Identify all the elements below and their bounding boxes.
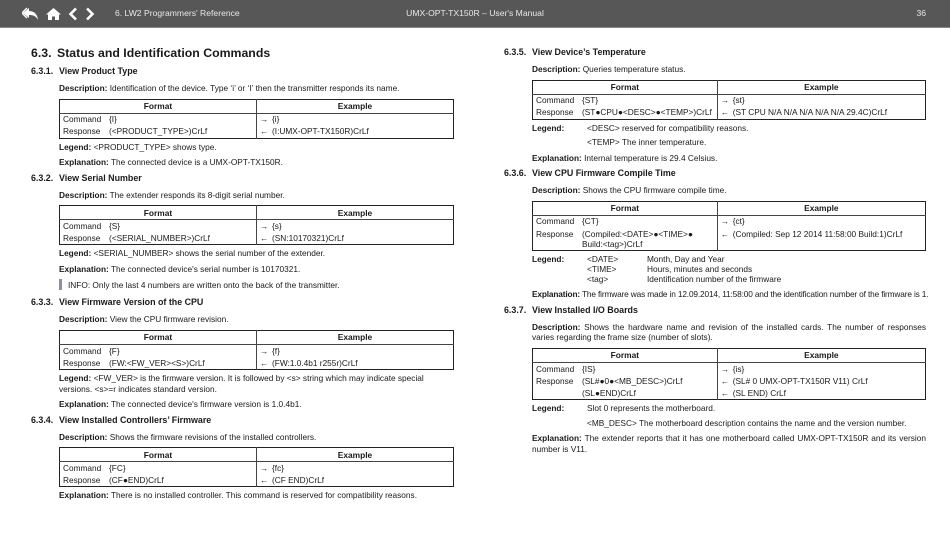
response-example-value: (CF END)CrLf	[272, 474, 325, 485]
response-example	[717, 387, 925, 400]
description-label: Description:	[532, 185, 581, 196]
page-number: 36	[916, 8, 926, 18]
example-header: Example	[257, 330, 454, 344]
explanation-text: The extender reports that it has one motherboard called UMX-OPT-TX150R and its version number is V11.	[532, 433, 927, 454]
explanation	[532, 433, 926, 454]
arrow-left-icon: ←	[720, 107, 729, 118]
subsection-title: View Product Type	[59, 66, 138, 76]
explanation	[532, 289, 929, 300]
command-format-value: {CT}	[582, 216, 599, 227]
arrow-left-icon: ←	[260, 357, 269, 368]
subsection-heading	[31, 297, 454, 307]
command-example-value: {s}	[272, 220, 282, 231]
command-format	[533, 362, 718, 375]
response-example-value: (FW:1.0.4b1 r255r)CrLf	[272, 357, 358, 368]
legend-key: <TIME>	[587, 264, 617, 275]
subsection-title: View CPU Firmware Compile Time	[532, 168, 676, 179]
response-example-value: (I:UMX-OPT-TX150R)CrLf	[272, 126, 369, 137]
subsection-title: View Installed Controllers’ Firmware	[59, 414, 212, 425]
nav-icons	[22, 4, 96, 24]
format-table	[532, 201, 926, 252]
legend	[59, 248, 454, 259]
previous-page-icon[interactable]	[67, 7, 79, 21]
legend-text: <PRODUCT_TYPE> shows type.	[93, 141, 217, 152]
response-format-value: (<PRODUCT_TYPE>)CrLf	[109, 126, 208, 137]
legend-label: Legend:	[59, 141, 92, 152]
description	[532, 64, 926, 75]
response-label: Response	[63, 233, 101, 244]
subsection-title: View Serial Number	[59, 172, 142, 183]
arrow-left-icon: ←	[260, 126, 269, 137]
format-table	[59, 99, 454, 139]
subsection-heading	[504, 47, 926, 57]
section-heading	[31, 46, 454, 60]
subsection-serial-number	[31, 173, 454, 291]
example-header: Example	[257, 206, 454, 220]
command-example-value: {i}	[272, 114, 280, 125]
response-label: Response	[63, 357, 101, 368]
response-example	[257, 474, 454, 487]
document-title: UMX-OPT-TX150R – User's Manual	[406, 8, 544, 18]
response-format-value: (SL#●0●<MB_DESC>)CrLf	[582, 375, 683, 386]
format-table	[59, 205, 454, 245]
legend-value: Hours, minutes and seconds	[647, 264, 753, 275]
top-navigation-bar	[0, 0, 950, 28]
format-header: Format	[533, 201, 718, 215]
arrow-right-icon: →	[720, 95, 729, 106]
response-example	[257, 126, 454, 139]
arrow-right-icon: →	[720, 363, 729, 374]
explanation	[59, 264, 454, 275]
response-label: Response	[536, 228, 574, 239]
response-example-value: (SL# 0 UMX-OPT-TX150R V11) CrLf	[732, 375, 868, 386]
response-format-value: (ST●CPU●<DESC>●<TEMP>)CrLf	[582, 107, 712, 118]
arrow-left-icon: ←	[720, 228, 729, 239]
explanation-label: Explanation:	[532, 289, 580, 300]
command-example	[717, 94, 925, 107]
response-label: Response	[63, 126, 101, 137]
explanation-text: There is no installed controller. This command is reserved for compatibility reasons.	[110, 490, 417, 501]
explanation-label: Explanation:	[59, 490, 109, 501]
legend-text: <FW_VER> is the firmware version. It is followed by <s> string which may indicate special versions. <s>=r indicates standard version.	[59, 373, 424, 394]
response-example	[257, 357, 454, 370]
legend-key: <DATE>	[587, 254, 619, 265]
command-example-value: {st}	[732, 95, 745, 106]
arrow-right-icon: →	[260, 462, 269, 473]
subsection-heading	[504, 168, 926, 178]
legend	[532, 403, 926, 428]
explanation-label: Explanation:	[59, 157, 109, 168]
subsection-number: 6.3.3.	[31, 297, 54, 308]
command-label: Command	[536, 363, 575, 374]
legend	[532, 254, 926, 284]
info-text: INFO: Only the last 4 numbers are written onto the back of the transmitter.	[68, 279, 340, 290]
subsection-title: View Device’s Temperature	[532, 47, 646, 57]
description-text: Queries temperature status.	[582, 64, 686, 74]
description-text: Identification of the device. Type ‘i’ or ‘I’ then the transmitter responds its name.	[109, 83, 400, 93]
command-label: Command	[536, 216, 575, 227]
chapter-link[interactable]: 6. LW2 Programmers' Reference	[115, 8, 240, 18]
arrow-right-icon: →	[720, 216, 729, 227]
subsection-product-type	[31, 66, 454, 168]
command-format-value: {ST}	[582, 95, 599, 106]
arrow-left-icon: ←	[260, 474, 269, 485]
arrow-left-icon: ←	[720, 387, 729, 398]
format-table	[59, 330, 454, 370]
response-format-value: (SL●END)CrLf	[582, 387, 636, 398]
format-header: Format	[60, 330, 257, 344]
subsection-controllers-firmware	[31, 415, 454, 501]
legend-label: Legend:	[59, 248, 92, 259]
description-text: Shows the firmware revisions of the installed controllers.	[109, 431, 317, 442]
description	[532, 322, 926, 343]
command-example	[257, 462, 454, 475]
subsection-number: 6.3.4.	[31, 414, 54, 425]
response-format	[60, 232, 257, 245]
explanation-label: Explanation:	[59, 263, 109, 274]
command-example	[717, 362, 925, 375]
legend-key: <tag>	[587, 274, 609, 285]
command-format	[533, 215, 718, 228]
format-header: Format	[60, 206, 257, 220]
response-format	[533, 387, 718, 400]
section-number: 6.3.	[31, 46, 52, 60]
description-label: Description:	[59, 314, 108, 325]
command-example-value: {is}	[732, 363, 745, 374]
response-format-value: Build:<tag>)CrLf	[582, 239, 643, 250]
subsection-number: 6.3.5.	[504, 47, 527, 57]
subsection-compile-time	[504, 168, 929, 300]
subsection-number: 6.3.2.	[31, 172, 54, 183]
legend-label: Legend:	[532, 122, 565, 133]
section-title: Status and Identification Commands	[57, 46, 271, 60]
explanation-text: The connected device is a UMX-OPT-TX150R.	[110, 157, 283, 168]
command-format	[60, 113, 257, 126]
explanation	[59, 399, 454, 410]
legend	[532, 123, 926, 148]
explanation-label: Explanation:	[532, 152, 582, 163]
arrow-left-icon: ←	[260, 233, 269, 244]
description-label: Description:	[59, 189, 108, 200]
response-label: Response	[63, 474, 101, 485]
subsection-firmware-version	[31, 297, 454, 409]
description-text: View the CPU firmware revision.	[109, 314, 229, 325]
command-label: Command	[63, 345, 102, 356]
command-label: Command	[63, 220, 102, 231]
command-example-value: {fc}	[272, 462, 284, 473]
command-format	[60, 344, 257, 357]
description	[59, 190, 454, 201]
command-example	[257, 220, 454, 233]
format-header: Format	[533, 80, 718, 94]
explanation-text: The connected device's serial number is 10170321.	[110, 263, 301, 274]
description-text: Shows the CPU firmware compile time.	[582, 185, 727, 196]
command-label: Command	[536, 95, 575, 106]
response-example-value: (SN:10170321)CrLf	[272, 233, 344, 244]
response-label: Response	[536, 375, 574, 386]
explanation-label: Explanation:	[59, 399, 109, 410]
next-page-icon[interactable]	[84, 7, 96, 21]
response-example	[717, 228, 925, 251]
subsection-io-boards	[504, 305, 926, 454]
response-format-value: (<SERIAL_NUMBER>)CrLf	[109, 233, 210, 244]
legend-value: Identification number of the firmware	[647, 274, 782, 285]
left-column	[31, 40, 454, 506]
right-column	[504, 47, 929, 459]
legend-value: Month, Day and Year	[647, 254, 725, 265]
explanation	[532, 153, 926, 164]
command-format	[60, 462, 257, 475]
response-format-value: (FW:<FW_VER><S>)CrLf	[109, 357, 205, 368]
response-format	[60, 126, 257, 139]
response-format-value: (Compiled:<DATE>●<TIME>●	[582, 228, 693, 239]
description-label: Description:	[59, 431, 108, 442]
arrow-left-icon: ←	[720, 375, 729, 386]
command-example-value: {ct}	[732, 216, 745, 227]
command-format-value: {F}	[109, 345, 120, 356]
command-format	[533, 94, 718, 107]
arrow-right-icon: →	[260, 220, 269, 231]
response-example-value: (SL END) CrLf	[732, 387, 786, 398]
format-table	[59, 447, 454, 487]
description-label: Description:	[532, 321, 581, 332]
legend-label: Legend:	[532, 254, 565, 265]
command-format-value: {I}	[109, 114, 117, 125]
arrow-right-icon: →	[260, 114, 269, 125]
explanation-label: Explanation:	[532, 433, 582, 444]
subsection-temperature	[504, 47, 926, 163]
description-text: Shows the hardware name and revision of the installed cards. The number of responses varies regarding the frame size (number of slots).	[532, 321, 926, 343]
description	[59, 83, 454, 94]
subsection-number: 6.3.6.	[504, 168, 527, 179]
response-example-value: (Compiled: Sep 12 2014 11:58:00 Build:1)CrLf	[732, 228, 903, 239]
legend	[59, 373, 454, 394]
back-return-icon[interactable]	[22, 7, 40, 21]
explanation-text: The connected device's firmware version is 1.0.4b1.	[110, 399, 302, 410]
subsection-title: View Installed I/O Boards	[532, 304, 638, 315]
legend-line: <DESC> reserved for compatibility reasons.	[587, 122, 749, 133]
command-label: Command	[63, 114, 102, 125]
example-header: Example	[717, 80, 925, 94]
response-format	[60, 357, 257, 370]
description	[59, 432, 454, 443]
example-header: Example	[257, 448, 454, 462]
description-text: The extender responds its 8-digit serial number.	[109, 189, 285, 200]
subsection-heading	[31, 415, 454, 425]
description	[532, 185, 926, 196]
explanation-text: Internal temperature is 29.4 Celsius.	[584, 152, 718, 163]
response-format	[533, 107, 718, 120]
subsection-heading	[504, 305, 926, 315]
command-format	[60, 220, 257, 233]
arrow-right-icon: →	[260, 345, 269, 356]
example-header: Example	[717, 348, 925, 362]
response-format	[533, 228, 718, 251]
response-example	[257, 232, 454, 245]
explanation	[59, 157, 454, 168]
response-format	[60, 474, 257, 487]
explanation	[59, 490, 454, 501]
explanation-text: The firmware was made in 12.09.2014, 11:58:00 and the identification number of the firmware is 1.	[582, 289, 929, 300]
example-header: Example	[257, 99, 454, 113]
info-note	[59, 279, 454, 290]
subsection-heading	[31, 66, 454, 76]
format-table	[532, 80, 926, 120]
description-label: Description:	[532, 64, 581, 74]
format-header: Format	[60, 99, 257, 113]
command-label: Command	[63, 462, 102, 473]
response-format-value: (CF●END)CrLf	[109, 474, 164, 485]
legend	[59, 142, 454, 153]
legend-line: <TEMP> The inner temperature.	[587, 137, 707, 148]
legend-line: Slot 0 represents the motherboard.	[587, 403, 716, 414]
response-format	[533, 375, 718, 387]
format-header: Format	[533, 348, 718, 362]
home-icon[interactable]	[45, 7, 62, 21]
legend-label: Legend:	[532, 403, 565, 414]
example-header: Example	[717, 201, 925, 215]
subsection-heading	[31, 173, 454, 183]
info-bar-icon	[59, 279, 62, 290]
response-example-value: (ST CPU N/A N/A N/A N/A N/A 29.4C)CrLf	[732, 107, 888, 118]
subsection-number: 6.3.1.	[31, 66, 54, 76]
format-header: Format	[60, 448, 257, 462]
legend-text: <SERIAL_NUMBER> shows the serial number of the extender.	[93, 248, 326, 259]
legend-label: Legend:	[59, 373, 92, 384]
response-example	[717, 107, 925, 120]
command-example-value: {f}	[272, 345, 280, 356]
subsection-number: 6.3.7.	[504, 304, 527, 315]
format-table	[532, 348, 926, 400]
response-example	[717, 375, 925, 387]
subsection-title: View Firmware Version of the CPU	[59, 297, 204, 308]
legend-line: <MB_DESC> The motherboard description contains the name and the version number.	[587, 417, 907, 428]
description-label: Description:	[59, 83, 108, 93]
command-format-value: {S}	[109, 220, 121, 231]
command-example	[717, 215, 925, 228]
command-example	[257, 344, 454, 357]
command-example	[257, 113, 454, 126]
command-format-value: {FC}	[109, 462, 126, 473]
command-format-value: {IS}	[582, 363, 596, 374]
description	[59, 314, 454, 325]
response-label: Response	[536, 107, 574, 118]
